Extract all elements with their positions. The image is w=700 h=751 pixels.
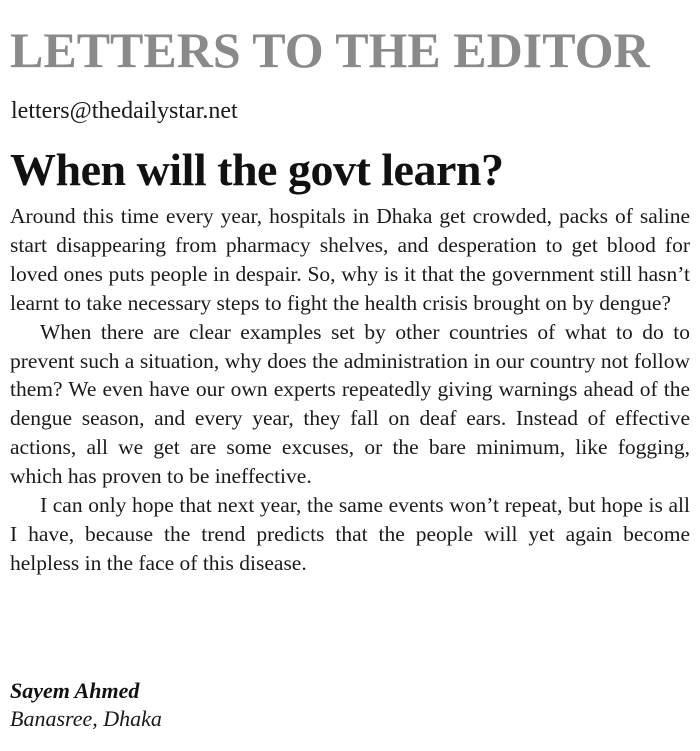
- author-location: Banasree, Dhaka: [10, 706, 162, 731]
- letter-body: [10, 202, 690, 578]
- letter-paragraph-1: Around this time every year, hospitals in Dhaka get crowded, packs of saline start disappearing from pharmacy shelves, and desperation to get blood for loved ones puts people in despair. So, why is it that the government still hasn’t learnt to take necessary steps to fight the health crisis brought on by dengue?: [10, 204, 690, 315]
- letter-paragraph-2: When there are clear examples set by other countries of what to do to prevent such a situation, why does the administration in our country not follow them? We even have our own experts repeatedly giving warnings ahead of the dengue season, and every year, they fall on deaf ears. Instead of effective actions, all we get are some excuses, or the bare minimum, like fogging, which has proven to be ineffective.: [10, 319, 690, 489]
- letter-signature: [10, 677, 162, 733]
- editor-email: letters@thedailystar.net: [11, 98, 238, 124]
- letter-headline: When will the govt learn?: [10, 144, 504, 195]
- letter-paragraph-3: I can only hope that next year, the same events won’t repeat, but hope is all I have, because the trend predicts that the people will yet again become helpless in the face of this disease.: [10, 493, 690, 575]
- section-title: LETTERS TO THE EDITOR: [10, 22, 650, 78]
- author-name: Sayem Ahmed: [10, 678, 140, 703]
